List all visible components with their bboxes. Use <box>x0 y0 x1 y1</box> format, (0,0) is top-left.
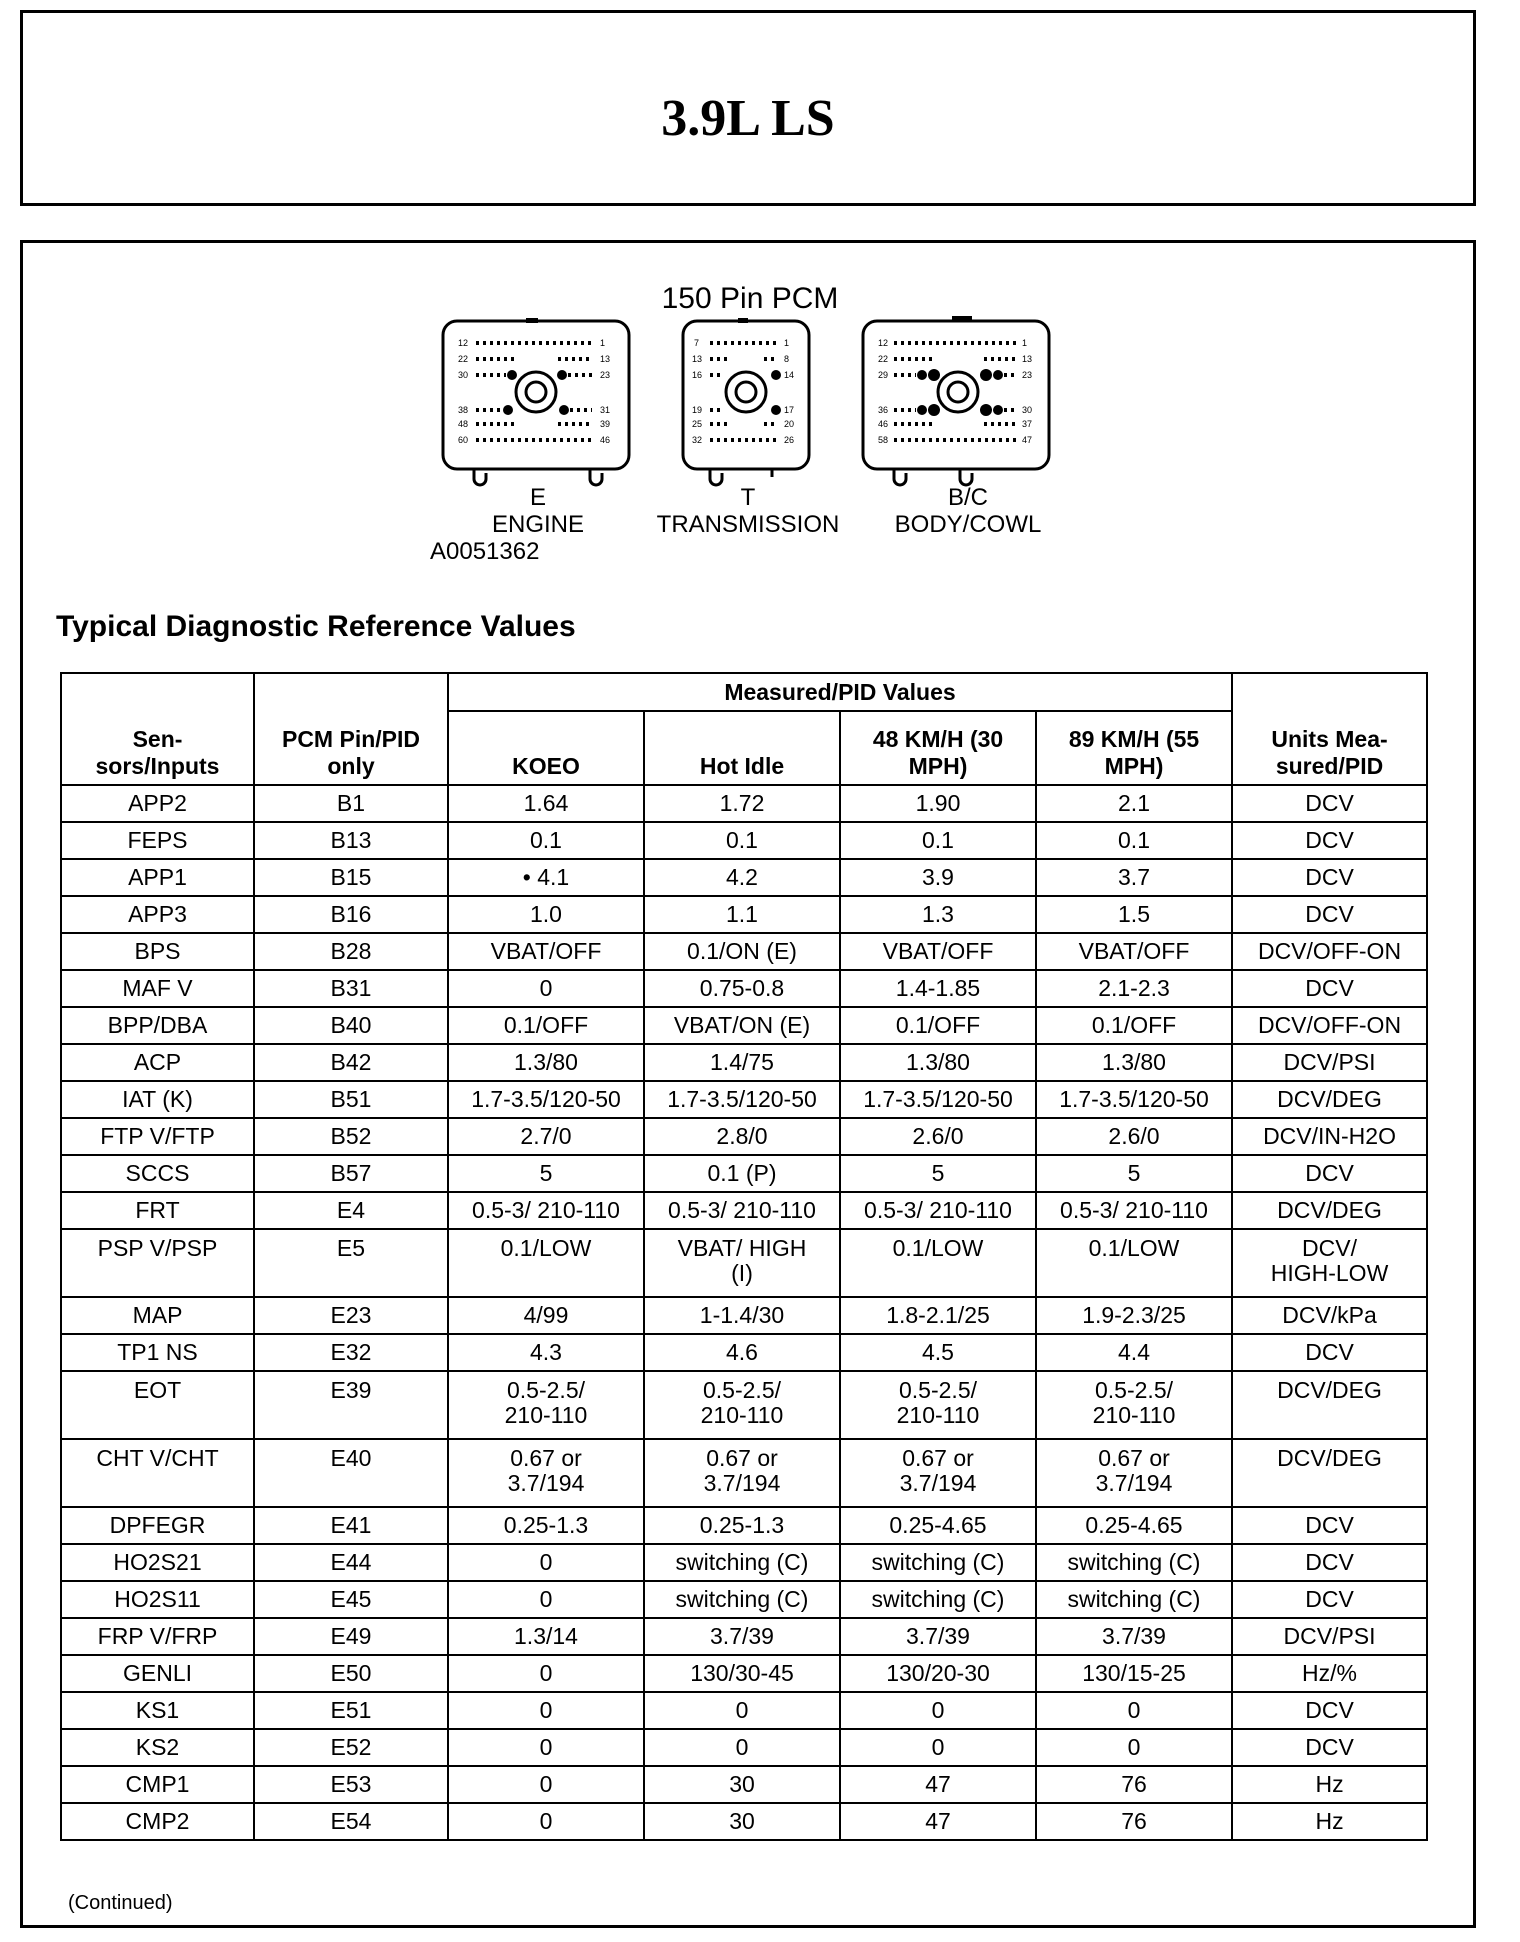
table-row <box>61 1007 1427 1044</box>
cell-hot-idle: 0.1 (P) <box>644 1155 840 1192</box>
cell-48kmh: 47 <box>840 1803 1036 1840</box>
cell-89kmh: 1.3/80 <box>1036 1044 1232 1081</box>
cell-48kmh: 5 <box>840 1155 1036 1192</box>
pin-label: 58 <box>878 435 889 445</box>
cell-48kmh: switching (C) <box>840 1544 1036 1581</box>
cell-pin: E23 <box>254 1297 448 1334</box>
cell-sensor: BPS <box>61 933 254 970</box>
cell-89kmh: 130/15-25 <box>1036 1655 1232 1692</box>
cell-sensor: KS1 <box>61 1692 254 1729</box>
table-row <box>61 1371 1427 1439</box>
cell-hot-idle: 1-1.4/30 <box>644 1297 840 1334</box>
cell-units: DCV <box>1232 1581 1427 1618</box>
cell-sensor: APP2 <box>61 785 254 822</box>
cell-pin: B13 <box>254 822 448 859</box>
continued-note: (Continued) <box>68 1892 173 1914</box>
cell-89kmh: 76 <box>1036 1803 1232 1840</box>
pin-label: 48 <box>458 419 469 429</box>
cell-sensor: SCCS <box>61 1155 254 1192</box>
cell-koeo: 4/99 <box>448 1297 644 1334</box>
cell-89kmh: VBAT/OFF <box>1036 933 1232 970</box>
pin-label: 46 <box>600 435 611 445</box>
pcm-diagram-title: 150 Pin PCM <box>661 282 839 315</box>
cell-pin: E53 <box>254 1766 448 1803</box>
section-heading: Typical Diagnostic Reference Values <box>56 610 576 643</box>
cell-koeo: 1.7-3.5/120-50 <box>448 1081 644 1118</box>
table-row <box>61 1655 1427 1692</box>
cell-48kmh: 0 <box>840 1729 1036 1766</box>
cell-units: DCV/kPa <box>1232 1297 1427 1334</box>
cell-pin: B42 <box>254 1044 448 1081</box>
cell-hot-idle: 2.8/0 <box>644 1118 840 1155</box>
cell-hot-idle: 1.4/75 <box>644 1044 840 1081</box>
cell-hot-idle: 30 <box>644 1766 840 1803</box>
cell-sensor: HO2S11 <box>61 1581 254 1618</box>
cell-koeo: 0.1/LOW <box>448 1229 644 1297</box>
cell-hot-idle: 1.1 <box>644 896 840 933</box>
cell-pin: E52 <box>254 1729 448 1766</box>
cell-48kmh: 47 <box>840 1766 1036 1803</box>
cell-koeo: 0.5-3/ 210-110 <box>448 1192 644 1229</box>
cell-units: DCV <box>1232 1729 1427 1766</box>
cell-89kmh: 1.5 <box>1036 896 1232 933</box>
cell-89kmh: switching (C) <box>1036 1544 1232 1581</box>
cell-48kmh: 1.8-2.1/25 <box>840 1297 1036 1334</box>
cell-pin: E44 <box>254 1544 448 1581</box>
cell-48kmh: 0.67 or 3.7/194 <box>840 1439 1036 1507</box>
cell-sensor: APP3 <box>61 896 254 933</box>
pin-label: 47 <box>1022 435 1033 445</box>
cell-sensor: MAF V <box>61 970 254 1007</box>
cell-89kmh: 5 <box>1036 1155 1232 1192</box>
cell-koeo: 0.25-1.3 <box>448 1507 644 1544</box>
table-row <box>61 1729 1427 1766</box>
cell-sensor: APP1 <box>61 859 254 896</box>
title-box <box>20 10 1476 206</box>
cell-koeo: 1.0 <box>448 896 644 933</box>
body-cowl-connector-label <box>860 484 1076 538</box>
cell-units: DCV/ HIGH-LOW <box>1232 1229 1427 1297</box>
cell-89kmh: 0 <box>1036 1729 1232 1766</box>
cell-sensor: FTP V/FTP <box>61 1118 254 1155</box>
col-header-sensor: Sen- sors/Inputs <box>61 673 254 785</box>
cell-89kmh: 0.25-4.65 <box>1036 1507 1232 1544</box>
cell-48kmh: 2.6/0 <box>840 1118 1036 1155</box>
cell-hot-idle: VBAT/ HIGH (I) <box>644 1229 840 1297</box>
table-row <box>61 1192 1427 1229</box>
cell-hot-idle: 1.7-3.5/120-50 <box>644 1081 840 1118</box>
cell-48kmh: 3.7/39 <box>840 1618 1036 1655</box>
cell-sensor: IAT (K) <box>61 1081 254 1118</box>
cell-units: DCV <box>1232 1334 1427 1371</box>
cell-units: DCV <box>1232 785 1427 822</box>
body-cowl-connector-diagram <box>860 314 1056 488</box>
cell-89kmh: 0 <box>1036 1692 1232 1729</box>
cell-koeo: 0 <box>448 1729 644 1766</box>
cell-48kmh: 1.4-1.85 <box>840 970 1036 1007</box>
reference-values-table <box>60 672 1428 1841</box>
cell-89kmh: 4.4 <box>1036 1334 1232 1371</box>
pin-label: 23 <box>1022 370 1033 380</box>
cell-koeo: • 4.1 <box>448 859 644 896</box>
table-row <box>61 785 1427 822</box>
pin-label: 36 <box>878 405 889 415</box>
cell-units: DCV/PSI <box>1232 1618 1427 1655</box>
cell-units: DCV/DEG <box>1232 1439 1427 1507</box>
pin-label: 19 <box>692 405 703 415</box>
pin-label: 17 <box>784 405 795 415</box>
cell-units: DCV <box>1232 1507 1427 1544</box>
table-row <box>61 1081 1427 1118</box>
table-row <box>61 1118 1427 1155</box>
cell-48kmh: 0.5-2.5/ 210-110 <box>840 1371 1036 1439</box>
cell-hot-idle: 0.1/ON (E) <box>644 933 840 970</box>
cell-koeo: 0 <box>448 1581 644 1618</box>
cell-koeo: 1.3/14 <box>448 1618 644 1655</box>
cell-hot-idle: 4.2 <box>644 859 840 896</box>
transmission-connector-diagram <box>680 318 816 488</box>
cell-units: Hz <box>1232 1766 1427 1803</box>
cell-hot-idle: 0.1 <box>644 822 840 859</box>
cell-pin: E45 <box>254 1581 448 1618</box>
cell-koeo: 0 <box>448 1803 644 1840</box>
cell-sensor: FEPS <box>61 822 254 859</box>
cell-units: DCV <box>1232 1692 1427 1729</box>
cell-pin: B31 <box>254 970 448 1007</box>
cell-sensor: TP1 NS <box>61 1334 254 1371</box>
cell-48kmh: 0.1 <box>840 822 1036 859</box>
cell-sensor: EOT <box>61 1371 254 1439</box>
pin-label: 8 <box>784 354 790 364</box>
cell-hot-idle: 0.5-2.5/ 210-110 <box>644 1371 840 1439</box>
cell-89kmh: 0.1 <box>1036 822 1232 859</box>
cell-units: DCV/OFF-ON <box>1232 1007 1427 1044</box>
cell-48kmh: 1.3/80 <box>840 1044 1036 1081</box>
pin-label: 46 <box>878 419 889 429</box>
cell-units: Hz <box>1232 1803 1427 1840</box>
cell-units: DCV <box>1232 1544 1427 1581</box>
cell-89kmh: 3.7 <box>1036 859 1232 896</box>
cell-koeo: 0 <box>448 970 644 1007</box>
cell-89kmh: 2.1-2.3 <box>1036 970 1232 1007</box>
cell-pin: B15 <box>254 859 448 896</box>
pin-label: 13 <box>1022 354 1033 364</box>
col-header-pin: PCM Pin/PID only <box>254 673 448 785</box>
cell-48kmh: 130/20-30 <box>840 1655 1036 1692</box>
pin-label: 22 <box>878 354 889 364</box>
cell-koeo: 5 <box>448 1155 644 1192</box>
cell-units: DCV/OFF-ON <box>1232 933 1427 970</box>
table-row <box>61 1439 1427 1507</box>
page-title: 3.9L LS <box>661 90 835 147</box>
pin-label: 60 <box>458 435 469 445</box>
cell-48kmh: VBAT/OFF <box>840 933 1036 970</box>
col-group-header: Measured/PID Values <box>448 673 1232 711</box>
pin-label: 13 <box>600 354 611 364</box>
cell-hot-idle: VBAT/ON (E) <box>644 1007 840 1044</box>
table-row <box>61 1692 1427 1729</box>
pin-label: 12 <box>878 338 889 348</box>
table-row <box>61 1044 1427 1081</box>
pin-label: 39 <box>600 419 611 429</box>
table-body <box>61 785 1427 1840</box>
pin-label: 13 <box>692 354 703 364</box>
cell-48kmh: 0.25-4.65 <box>840 1507 1036 1544</box>
pin-label: 37 <box>1022 419 1033 429</box>
pin-label: 14 <box>784 370 795 380</box>
pin-label: 29 <box>878 370 889 380</box>
cell-89kmh: 0.67 or 3.7/194 <box>1036 1439 1232 1507</box>
cell-hot-idle: 30 <box>644 1803 840 1840</box>
cell-pin: B51 <box>254 1081 448 1118</box>
pin-label: 30 <box>458 370 469 380</box>
cell-koeo: 0 <box>448 1544 644 1581</box>
table-row <box>61 1507 1427 1544</box>
cell-hot-idle: 0.5-3/ 210-110 <box>644 1192 840 1229</box>
table-row <box>61 1766 1427 1803</box>
cell-sensor: MAP <box>61 1297 254 1334</box>
cell-units: DCV/IN-H2O <box>1232 1118 1427 1155</box>
cell-89kmh: 3.7/39 <box>1036 1618 1232 1655</box>
cell-89kmh: switching (C) <box>1036 1581 1232 1618</box>
cell-89kmh: 2.6/0 <box>1036 1118 1232 1155</box>
cell-units: DCV <box>1232 1155 1427 1192</box>
cell-sensor: BPP/DBA <box>61 1007 254 1044</box>
pin-label: 38 <box>458 405 469 415</box>
cell-sensor: GENLI <box>61 1655 254 1692</box>
cell-48kmh: 0 <box>840 1692 1036 1729</box>
cell-pin: E51 <box>254 1692 448 1729</box>
pin-label: 25 <box>692 419 703 429</box>
connector-letter: B/C <box>947 484 988 511</box>
col-header-units: Units Mea- sured/PID <box>1232 673 1427 785</box>
connector-letter: T <box>740 484 756 511</box>
figure-id: A0051362 <box>430 538 540 565</box>
cell-koeo: 4.3 <box>448 1334 644 1371</box>
cell-units: DCV/DEG <box>1232 1081 1427 1118</box>
cell-48kmh: 1.90 <box>840 785 1036 822</box>
cell-hot-idle: 130/30-45 <box>644 1655 840 1692</box>
pin-label: 20 <box>784 419 795 429</box>
cell-89kmh: 0.5-2.5/ 210-110 <box>1036 1371 1232 1439</box>
transmission-connector-label <box>650 484 846 538</box>
cell-pin: E40 <box>254 1439 448 1507</box>
cell-units: DCV/PSI <box>1232 1044 1427 1081</box>
cell-pin: E54 <box>254 1803 448 1840</box>
cell-pin: B40 <box>254 1007 448 1044</box>
engine-connector-diagram <box>440 318 636 488</box>
cell-hot-idle: 1.72 <box>644 785 840 822</box>
cell-hot-idle: 0 <box>644 1692 840 1729</box>
table-row <box>61 1581 1427 1618</box>
cell-units: DCV <box>1232 822 1427 859</box>
connector-name: BODY/COWL <box>894 511 1042 538</box>
cell-48kmh: 4.5 <box>840 1334 1036 1371</box>
table-row <box>61 1803 1427 1840</box>
cell-hot-idle: 0.75-0.8 <box>644 970 840 1007</box>
table-row <box>61 970 1427 1007</box>
table-row <box>61 1155 1427 1192</box>
table-row <box>61 933 1427 970</box>
cell-pin: E5 <box>254 1229 448 1297</box>
cell-pin: B57 <box>254 1155 448 1192</box>
cell-units: DCV <box>1232 859 1427 896</box>
pin-label: 16 <box>692 370 703 380</box>
pin-label: 22 <box>458 354 469 364</box>
cell-48kmh: 1.7-3.5/120-50 <box>840 1081 1036 1118</box>
cell-89kmh: 1.7-3.5/120-50 <box>1036 1081 1232 1118</box>
table-row <box>61 1297 1427 1334</box>
cell-sensor: DPFEGR <box>61 1507 254 1544</box>
pin-label: 23 <box>600 370 611 380</box>
cell-koeo: 1.64 <box>448 785 644 822</box>
cell-sensor: PSP V/PSP <box>61 1229 254 1297</box>
table-row <box>61 822 1427 859</box>
cell-hot-idle: 0 <box>644 1729 840 1766</box>
cell-sensor: ACP <box>61 1044 254 1081</box>
cell-koeo: 0 <box>448 1655 644 1692</box>
cell-koeo: 0 <box>448 1766 644 1803</box>
cell-sensor: CHT V/CHT <box>61 1439 254 1507</box>
cell-48kmh: switching (C) <box>840 1581 1036 1618</box>
cell-48kmh: 0.1/LOW <box>840 1229 1036 1297</box>
cell-48kmh: 0.5-3/ 210-110 <box>840 1192 1036 1229</box>
cell-pin: E41 <box>254 1507 448 1544</box>
table-row <box>61 1334 1427 1371</box>
cell-koeo: 0 <box>448 1692 644 1729</box>
connector-name: TRANSMISSION <box>656 511 840 538</box>
cell-89kmh: 0.1/LOW <box>1036 1229 1232 1297</box>
pin-label: 1 <box>784 338 790 348</box>
engine-connector-label <box>440 484 636 538</box>
cell-pin: B28 <box>254 933 448 970</box>
cell-89kmh: 2.1 <box>1036 785 1232 822</box>
cell-89kmh: 1.9-2.3/25 <box>1036 1297 1232 1334</box>
connector-letter: E <box>529 484 546 511</box>
cell-koeo: 2.7/0 <box>448 1118 644 1155</box>
cell-koeo: 0.5-2.5/ 210-110 <box>448 1371 644 1439</box>
cell-89kmh: 0.1/OFF <box>1036 1007 1232 1044</box>
pin-label: 12 <box>458 338 469 348</box>
cell-koeo: VBAT/OFF <box>448 933 644 970</box>
cell-pin: E50 <box>254 1655 448 1692</box>
cell-pin: B52 <box>254 1118 448 1155</box>
cell-48kmh: 3.9 <box>840 859 1036 896</box>
pin-label: 7 <box>694 338 700 348</box>
cell-koeo: 0.1 <box>448 822 644 859</box>
cell-sensor: FRT <box>61 1192 254 1229</box>
cell-units: DCV/DEG <box>1232 1192 1427 1229</box>
pin-label: 1 <box>1022 338 1028 348</box>
pin-label: 31 <box>600 405 611 415</box>
connector-name: ENGINE <box>491 511 584 538</box>
pin-label: 26 <box>784 435 795 445</box>
cell-sensor: CMP2 <box>61 1803 254 1840</box>
cell-units: Hz/% <box>1232 1655 1427 1692</box>
table-row <box>61 1544 1427 1581</box>
cell-sensor: HO2S21 <box>61 1544 254 1581</box>
cell-units: DCV <box>1232 896 1427 933</box>
cell-48kmh: 0.1/OFF <box>840 1007 1036 1044</box>
cell-units: DCV/DEG <box>1232 1371 1427 1439</box>
col-header-48kmh: 48 KM/H (30 MPH) <box>840 711 1036 785</box>
cell-sensor: KS2 <box>61 1729 254 1766</box>
cell-hot-idle: 3.7/39 <box>644 1618 840 1655</box>
cell-hot-idle: 0.25-1.3 <box>644 1507 840 1544</box>
cell-pin: E4 <box>254 1192 448 1229</box>
table-row <box>61 859 1427 896</box>
cell-koeo: 0.1/OFF <box>448 1007 644 1044</box>
cell-sensor: FRP V/FRP <box>61 1618 254 1655</box>
cell-units: DCV <box>1232 970 1427 1007</box>
cell-89kmh: 76 <box>1036 1766 1232 1803</box>
cell-hot-idle: switching (C) <box>644 1581 840 1618</box>
pin-label: 1 <box>600 338 606 348</box>
cell-pin: E39 <box>254 1371 448 1439</box>
cell-koeo: 1.3/80 <box>448 1044 644 1081</box>
col-header-koeo: KOEO <box>448 711 644 785</box>
table-row <box>61 896 1427 933</box>
cell-89kmh: 0.5-3/ 210-110 <box>1036 1192 1232 1229</box>
cell-pin: E32 <box>254 1334 448 1371</box>
table-row <box>61 1618 1427 1655</box>
pin-label: 30 <box>1022 405 1033 415</box>
cell-sensor: CMP1 <box>61 1766 254 1803</box>
cell-koeo: 0.67 or 3.7/194 <box>448 1439 644 1507</box>
cell-48kmh: 1.3 <box>840 896 1036 933</box>
col-header-89kmh: 89 KM/H (55 MPH) <box>1036 711 1232 785</box>
pin-label: 32 <box>692 435 703 445</box>
cell-hot-idle: 4.6 <box>644 1334 840 1371</box>
col-header-hot-idle: Hot Idle <box>644 711 840 785</box>
cell-hot-idle: 0.67 or 3.7/194 <box>644 1439 840 1507</box>
cell-pin: B16 <box>254 896 448 933</box>
cell-hot-idle: switching (C) <box>644 1544 840 1581</box>
table-row <box>61 1229 1427 1297</box>
cell-pin: B1 <box>254 785 448 822</box>
cell-pin: E49 <box>254 1618 448 1655</box>
